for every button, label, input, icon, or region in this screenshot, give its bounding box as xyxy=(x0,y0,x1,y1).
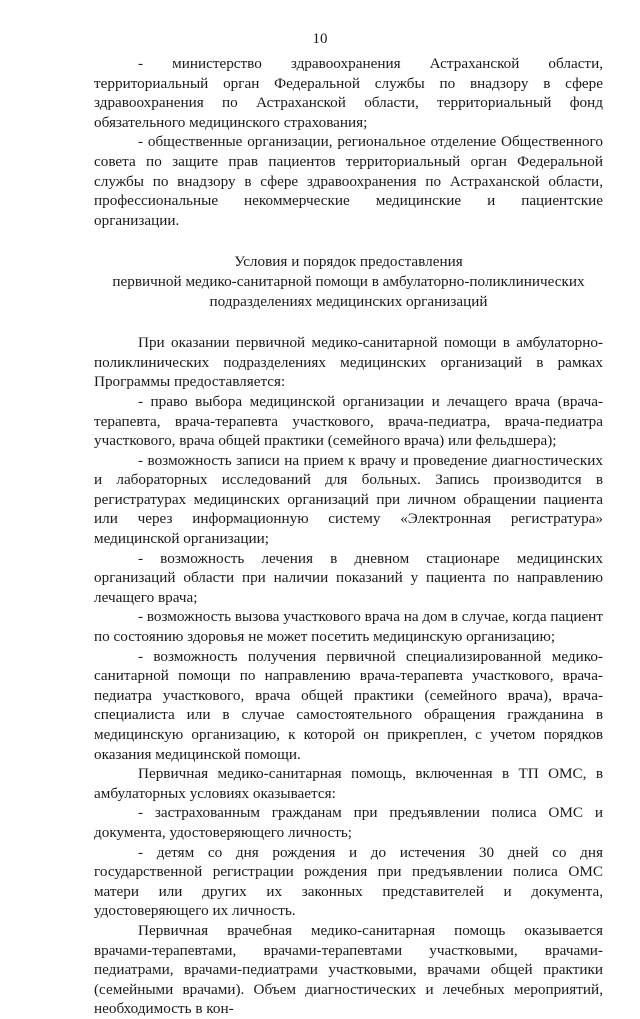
body-paragraph: При оказании первичной медико-санитарной помощи в амбулаторно-поликлинических подразделениях медицинских организаций в рамках Программы предоставляется: xyxy=(94,334,603,391)
page-content xyxy=(94,54,603,1019)
intro-item: - министерство здравоохранения Астраханской области, территориальный орган Федеральной службы по внадзору в сфере здравоохранения по Астраханской области, территориальный фонд обязательного медицинского страхования; xyxy=(94,55,603,131)
section-heading-line: первичной медико-санитарной помощи в амбулаторно-поликлинических xyxy=(112,272,585,290)
list-item: - возможность лечения в дневном стационаре медицинских организаций области при наличии показаний у пациента по направлению лечащего врача; xyxy=(94,549,603,606)
body-paragraph: Первичная медико-санитарная помощь, включенная в ТП ОМС, в амбулаторных условиях оказывается: xyxy=(94,765,603,802)
page-number: 10 xyxy=(312,31,328,47)
section-heading xyxy=(94,252,603,311)
list-item: - возможность вызова участкового врача на дом в случае, когда пациент по состоянию здоровья не может посетить медицинскую организацию; xyxy=(94,608,604,646)
section-heading-line: Условия и порядок предоставления xyxy=(234,253,463,271)
body-paragraph: Первичная врачебная медико-санитарная помощь оказывается врачами-терапевтами, врачами-терапевтами участковыми, врачами-педиатрами, врачами-педиатрами участковыми, врачами общей практики (семейными врачами). Объем диагностических и лечебных мероприятий, необходимость в кон- xyxy=(94,921,603,1018)
list-item: - возможность получения первичной специализированной медико-санитарной помощи по направлению врача-терапевта участкового, врача-педиатра участкового, врача общей практики (семейного врача), врача-специалиста или в случае самостоятельного обращения гражданина в медицинскую организацию, к которой он прикреплен, с учетом порядков оказания медицинской помощи. xyxy=(94,647,603,763)
list-item: - детям со дня рождения и до истечения 30 дней со дня государственной регистрации рождения при предъявлении полиса ОМС матери или других их законных представителей и документа, удостоверяющего их личность. xyxy=(94,843,603,920)
list-item: - право выбора медицинской организации и лечащего врача (врача-терапевта, врача-терапевта участкового, врача-педиатра, врача-педиатра участкового, врача общей практики (семейного врача) или фельдшера); xyxy=(94,392,603,450)
list-item: - возможность записи на прием к врачу и проведение диагностических и лабораторных исследований для больных. Запись производится в регистратурах медицинских организаций при личном обращении пациента или через информационную систему «Электронная регистратура» медицинской организации; xyxy=(94,451,603,548)
section-heading-line: подразделениях медицинских организаций xyxy=(209,292,488,310)
intro-item: - общественные организации, региональное отделение Общественного совета по защите прав пациентов территориальный орган Федеральной службы по внадзору в сфере здравоохранения по Астраханской области, профессиональные некоммерческие медицинские и пациентские организации. xyxy=(94,133,603,229)
list-item: - застрахованным гражданам при предъявлении полиса ОМС и документа, удостоверяющего личность; xyxy=(94,804,603,841)
